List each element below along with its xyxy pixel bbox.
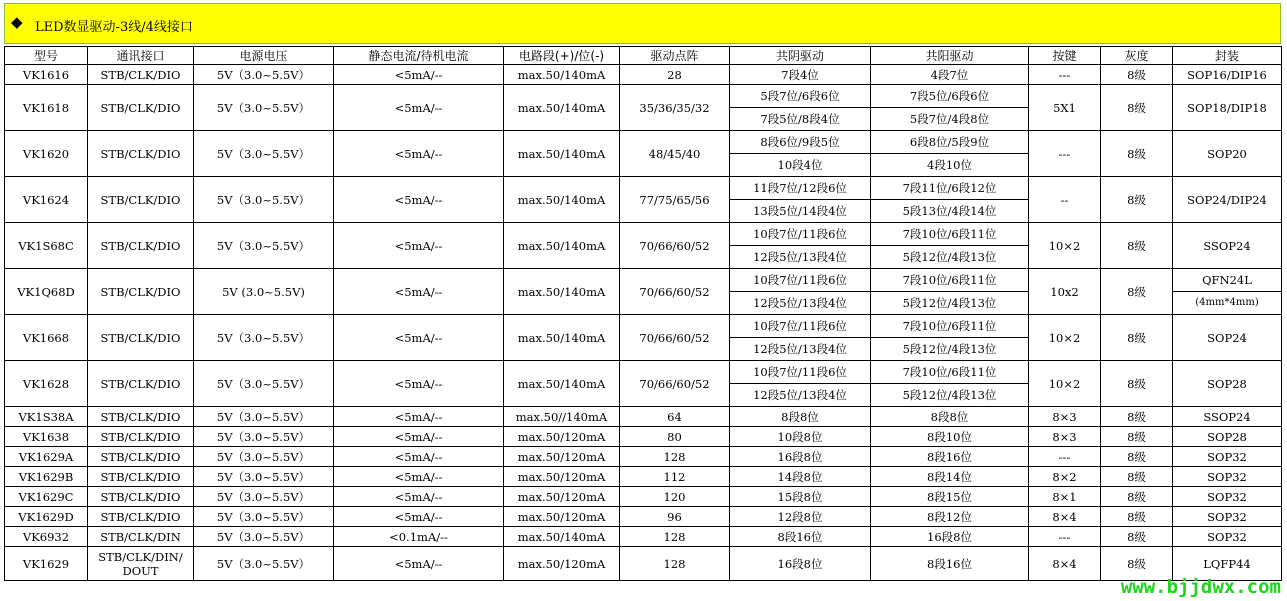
interface-cell: STB/CLK/DIO — [88, 361, 194, 407]
gray-cell: 8级 — [1101, 507, 1173, 527]
gray-cell: 8级 — [1101, 177, 1173, 223]
matrix-cell: 128 — [620, 527, 730, 547]
power-cell: 5V（3.0~5.5V） — [194, 407, 334, 427]
table-row — [5, 547, 1282, 581]
matrix-cell: 112 — [620, 467, 730, 487]
column-header: 型号 — [5, 47, 88, 65]
interface-cell: STB/CLK/DIO — [88, 269, 194, 315]
current-cell: <5mA/-- — [334, 315, 504, 361]
matrix-cell: 80 — [620, 427, 730, 447]
table-row — [5, 361, 1282, 384]
package-cell: SOP32 — [1173, 487, 1282, 507]
matrix-cell: 120 — [620, 487, 730, 507]
segment-current-cell: max.50/120mA — [504, 447, 620, 467]
current-cell: <5mA/-- — [334, 507, 504, 527]
header-row — [5, 47, 1282, 65]
power-cell: 5V（3.0~5.5V） — [194, 427, 334, 447]
column-header: 驱动点阵 — [620, 47, 730, 65]
common-anode-cell: 8段14位 — [871, 467, 1029, 487]
current-cell: <5mA/-- — [334, 487, 504, 507]
common-anode-cell: 5段12位/4段13位 — [871, 384, 1029, 407]
model-cell: VK1620 — [5, 131, 88, 177]
keys-cell: --- — [1029, 131, 1101, 177]
interface-cell: STB/CLK/DIO — [88, 447, 194, 467]
package-cell: SSOP24 — [1173, 407, 1282, 427]
interface-cell: STB/CLK/DIO — [88, 487, 194, 507]
common-cathode-cell: 10段4位 — [730, 154, 871, 177]
interface-cell: STB/CLK/DIO — [88, 427, 194, 447]
common-anode-cell: 4段7位 — [871, 65, 1029, 85]
common-cathode-cell: 12段5位/13段4位 — [730, 292, 871, 315]
interface-cell: STB/CLK/DIO — [88, 65, 194, 85]
gray-cell: 8级 — [1101, 467, 1173, 487]
column-header: 共阴驱动 — [730, 47, 871, 65]
gray-cell: 8级 — [1101, 269, 1173, 315]
model-cell: VK1S68C — [5, 223, 88, 269]
table-row — [5, 85, 1282, 108]
common-anode-cell: 8段16位 — [871, 547, 1029, 581]
keys-cell: 10×2 — [1029, 361, 1101, 407]
segment-current-cell: max.50/120mA — [504, 507, 620, 527]
common-cathode-cell: 12段5位/13段4位 — [730, 384, 871, 407]
current-cell: <5mA/-- — [334, 269, 504, 315]
segment-current-cell: max.50/140mA — [504, 223, 620, 269]
model-cell: VK1S38A — [5, 407, 88, 427]
common-cathode-cell: 16段8位 — [730, 547, 871, 581]
common-anode-cell: 7段10位/6段11位 — [871, 361, 1029, 384]
current-cell: <5mA/-- — [334, 447, 504, 467]
common-anode-cell: 5段12位/4段13位 — [871, 292, 1029, 315]
segment-current-cell: max.50//140mA — [504, 407, 620, 427]
keys-cell: 10×2 — [1029, 223, 1101, 269]
table-row — [5, 447, 1282, 467]
common-cathode-cell: 8段16位 — [730, 527, 871, 547]
common-cathode-cell: 14段8位 — [730, 467, 871, 487]
segment-current-cell: max.50/120mA — [504, 547, 620, 581]
keys-cell: 8×1 — [1029, 487, 1101, 507]
model-cell: VK1629C — [5, 487, 88, 507]
current-cell: <5mA/-- — [334, 427, 504, 447]
current-cell: <5mA/-- — [334, 177, 504, 223]
common-cathode-cell: 10段7位/11段6位 — [730, 269, 871, 292]
current-cell: <5mA/-- — [334, 361, 504, 407]
common-anode-cell: 5段7位/4段8位 — [871, 108, 1029, 131]
gray-cell: 8级 — [1101, 527, 1173, 547]
interface-cell: STB/CLK/DIO — [88, 177, 194, 223]
common-anode-cell: 16段8位 — [871, 527, 1029, 547]
common-cathode-cell: 15段8位 — [730, 487, 871, 507]
common-cathode-cell: 16段8位 — [730, 447, 871, 467]
segment-current-cell: max.50/120mA — [504, 427, 620, 447]
common-cathode-cell: 8段8位 — [730, 407, 871, 427]
banner-title: LED数显驱动-3线/4线接口 — [35, 20, 193, 35]
matrix-cell: 64 — [620, 407, 730, 427]
model-cell: VK1629A — [5, 447, 88, 467]
interface-cell: STB/CLK/DIO — [88, 507, 194, 527]
power-cell: 5V（3.0~5.5V） — [194, 315, 334, 361]
common-cathode-cell: 12段5位/13段4位 — [730, 338, 871, 361]
common-cathode-cell: 7段4位 — [730, 65, 871, 85]
segment-current-cell: max.50/140mA — [504, 527, 620, 547]
matrix-cell: 70/66/60/52 — [620, 269, 730, 315]
column-header: 灰度 — [1101, 47, 1173, 65]
model-cell: VK1Q68D — [5, 269, 88, 315]
package-cell: QFN24L — [1173, 269, 1282, 292]
keys-cell: --- — [1029, 447, 1101, 467]
package-cell: SSOP24 — [1173, 223, 1282, 269]
keys-cell: 8×3 — [1029, 407, 1101, 427]
package-cell: SOP28 — [1173, 361, 1282, 407]
segment-current-cell: max.50/140mA — [504, 85, 620, 131]
gray-cell: 8级 — [1101, 427, 1173, 447]
segment-current-cell: max.50/140mA — [504, 131, 620, 177]
common-anode-cell: 8段8位 — [871, 407, 1029, 427]
model-cell: VK1629D — [5, 507, 88, 527]
keys-cell: 8×4 — [1029, 547, 1101, 581]
matrix-cell: 96 — [620, 507, 730, 527]
interface-cell: STB/CLK/DIN — [88, 527, 194, 547]
power-cell: 5V（3.0~5.5V） — [194, 177, 334, 223]
gray-cell: 8级 — [1101, 85, 1173, 131]
column-header: 共阳驱动 — [871, 47, 1029, 65]
column-header: 静态电流/待机电流 — [334, 47, 504, 65]
model-cell: VK1624 — [5, 177, 88, 223]
model-cell: VK1629B — [5, 467, 88, 487]
current-cell: <5mA/-- — [334, 131, 504, 177]
current-cell: <5mA/-- — [334, 85, 504, 131]
table-row — [5, 407, 1282, 427]
model-cell: VK1616 — [5, 65, 88, 85]
table-body — [5, 65, 1282, 581]
matrix-cell: 70/66/60/52 — [620, 315, 730, 361]
package-cell: SOP32 — [1173, 507, 1282, 527]
matrix-cell: 77/75/65/56 — [620, 177, 730, 223]
keys-cell: 8×3 — [1029, 427, 1101, 447]
common-anode-cell: 8段10位 — [871, 427, 1029, 447]
current-cell: <5mA/-- — [334, 65, 504, 85]
common-cathode-cell: 8段6位/9段5位 — [730, 131, 871, 154]
column-header: 按键 — [1029, 47, 1101, 65]
common-anode-cell: 7段5位/6段6位 — [871, 85, 1029, 108]
power-cell: 5V（3.0~5.5V） — [194, 487, 334, 507]
column-header: 通讯接口 — [88, 47, 194, 65]
table-row — [5, 527, 1282, 547]
matrix-cell: 128 — [620, 447, 730, 467]
power-cell: 5V（3.0~5.5V） — [194, 223, 334, 269]
current-cell: <5mA/-- — [334, 407, 504, 427]
common-anode-cell: 5段13位/4段14位 — [871, 200, 1029, 223]
common-anode-cell: 5段12位/4段13位 — [871, 246, 1029, 269]
keys-cell: 5X1 — [1029, 85, 1101, 131]
model-cell: VK1629 — [5, 547, 88, 581]
segment-current-cell: max.50/140mA — [504, 65, 620, 85]
power-cell: 5V（3.0~5.5V） — [194, 527, 334, 547]
power-cell: 5V（3.0~5.5V） — [194, 85, 334, 131]
common-anode-cell: 7段11位/6段12位 — [871, 177, 1029, 200]
segment-current-cell: max.50/140mA — [504, 177, 620, 223]
interface-cell: STB/CLK/DIO — [88, 315, 194, 361]
package-cell: SOP20 — [1173, 131, 1282, 177]
current-cell: <5mA/-- — [334, 467, 504, 487]
power-cell: 5V（3.0~5.5V） — [194, 361, 334, 407]
common-anode-cell: 8段12位 — [871, 507, 1029, 527]
interface-cell: STB/CLK/DIO — [88, 223, 194, 269]
matrix-cell: 48/45/40 — [620, 131, 730, 177]
product-table — [4, 46, 1282, 581]
common-cathode-cell: 7段5位/8段4位 — [730, 108, 871, 131]
interface-cell: STB/CLK/DIO — [88, 85, 194, 131]
keys-cell: 10×2 — [1029, 315, 1101, 361]
watermark: www.bjjdwx.com — [1120, 576, 1281, 598]
gray-cell: 8级 — [1101, 487, 1173, 507]
model-cell: VK1668 — [5, 315, 88, 361]
common-cathode-cell: 12段5位/13段4位 — [730, 246, 871, 269]
matrix-cell: 128 — [620, 547, 730, 581]
common-cathode-cell: 12段8位 — [730, 507, 871, 527]
package-cell: SOP28 — [1173, 427, 1282, 447]
interface-cell: STB/CLK/DIN/DOUT — [88, 547, 194, 581]
package-cell: SOP16/DIP16 — [1173, 65, 1282, 85]
gray-cell: 8级 — [1101, 361, 1173, 407]
column-header: 电路段(+)/位(-) — [504, 47, 620, 65]
common-cathode-cell: 13段5位/14段4位 — [730, 200, 871, 223]
power-cell: 5V (3.0~5.5V) — [194, 269, 334, 315]
model-cell: VK6932 — [5, 527, 88, 547]
gray-cell: 8级 — [1101, 407, 1173, 427]
table-row — [5, 131, 1282, 154]
common-anode-cell: 6段8位/5段9位 — [871, 131, 1029, 154]
model-cell: VK1628 — [5, 361, 88, 407]
keys-cell: --- — [1029, 65, 1101, 85]
column-header: 电源电压 — [194, 47, 334, 65]
keys-cell: 10x2 — [1029, 269, 1101, 315]
power-cell: 5V（3.0~5.5V） — [194, 507, 334, 527]
table-row — [5, 507, 1282, 527]
power-cell: 5V（3.0~5.5V） — [194, 131, 334, 177]
common-cathode-cell: 10段7位/11段6位 — [730, 315, 871, 338]
segment-current-cell: max.50/140mA — [504, 315, 620, 361]
table-row — [5, 467, 1282, 487]
table-row — [5, 487, 1282, 507]
gray-cell: 8级 — [1101, 65, 1173, 85]
common-cathode-cell: 11段7位/12段6位 — [730, 177, 871, 200]
gray-cell: 8级 — [1101, 547, 1173, 581]
common-anode-cell: 7段10位/6段11位 — [871, 223, 1029, 246]
power-cell: 5V（3.0~5.5V） — [194, 447, 334, 467]
common-cathode-cell: 10段8位 — [730, 427, 871, 447]
current-cell: <5mA/-- — [334, 223, 504, 269]
package-cell: SOP24/DIP24 — [1173, 177, 1282, 223]
interface-cell: STB/CLK/DIO — [88, 467, 194, 487]
common-cathode-cell: 5段7位/6段6位 — [730, 85, 871, 108]
common-anode-cell: 8段16位 — [871, 447, 1029, 467]
segment-current-cell: max.50/140mA — [504, 361, 620, 407]
common-cathode-cell: 10段7位/11段6位 — [730, 361, 871, 384]
gray-cell: 8级 — [1101, 447, 1173, 467]
gray-cell: 8级 — [1101, 223, 1173, 269]
power-cell: 5V（3.0~5.5V） — [194, 467, 334, 487]
table-row — [5, 269, 1282, 292]
keys-cell: --- — [1029, 527, 1101, 547]
package-cell: SOP18/DIP18 — [1173, 85, 1282, 131]
common-anode-cell: 7段10位/6段11位 — [871, 269, 1029, 292]
diamond-icon: ◆ — [11, 13, 23, 31]
keys-cell: -- — [1029, 177, 1101, 223]
matrix-cell: 35/36/35/32 — [620, 85, 730, 131]
title-banner — [4, 3, 1281, 44]
power-cell: 5V（3.0~5.5V） — [194, 65, 334, 85]
table-row — [5, 223, 1282, 246]
keys-cell: 8×4 — [1029, 507, 1101, 527]
table-row — [5, 427, 1282, 447]
common-anode-cell: 4段10位 — [871, 154, 1029, 177]
interface-cell: STB/CLK/DIO — [88, 131, 194, 177]
keys-cell: 8×2 — [1029, 467, 1101, 487]
package-cell: (4mm*4mm) — [1173, 292, 1282, 315]
table-row — [5, 315, 1282, 338]
interface-cell: STB/CLK/DIO — [88, 407, 194, 427]
common-cathode-cell: 10段7位/11段6位 — [730, 223, 871, 246]
current-cell: <5mA/-- — [334, 547, 504, 581]
model-cell: VK1638 — [5, 427, 88, 447]
package-cell: SOP32 — [1173, 527, 1282, 547]
package-cell: SOP32 — [1173, 467, 1282, 487]
segment-current-cell: max.50/120mA — [504, 467, 620, 487]
matrix-cell: 70/66/60/52 — [620, 223, 730, 269]
gray-cell: 8级 — [1101, 131, 1173, 177]
gray-cell: 8级 — [1101, 315, 1173, 361]
common-anode-cell: 7段10位/6段11位 — [871, 315, 1029, 338]
current-cell: <0.1mA/-- — [334, 527, 504, 547]
power-cell: 5V（3.0~5.5V） — [194, 547, 334, 581]
package-cell: SOP24 — [1173, 315, 1282, 361]
table-row — [5, 65, 1282, 85]
matrix-cell: 28 — [620, 65, 730, 85]
package-cell: LQFP44 — [1173, 547, 1282, 581]
table-row — [5, 177, 1282, 200]
segment-current-cell: max.50/140mA — [504, 269, 620, 315]
matrix-cell: 70/66/60/52 — [620, 361, 730, 407]
common-anode-cell: 5段12位/4段13位 — [871, 338, 1029, 361]
segment-current-cell: max.50/120mA — [504, 487, 620, 507]
model-cell: VK1618 — [5, 85, 88, 131]
column-header: 封装 — [1173, 47, 1282, 65]
common-anode-cell: 8段15位 — [871, 487, 1029, 507]
package-cell: SOP32 — [1173, 447, 1282, 467]
